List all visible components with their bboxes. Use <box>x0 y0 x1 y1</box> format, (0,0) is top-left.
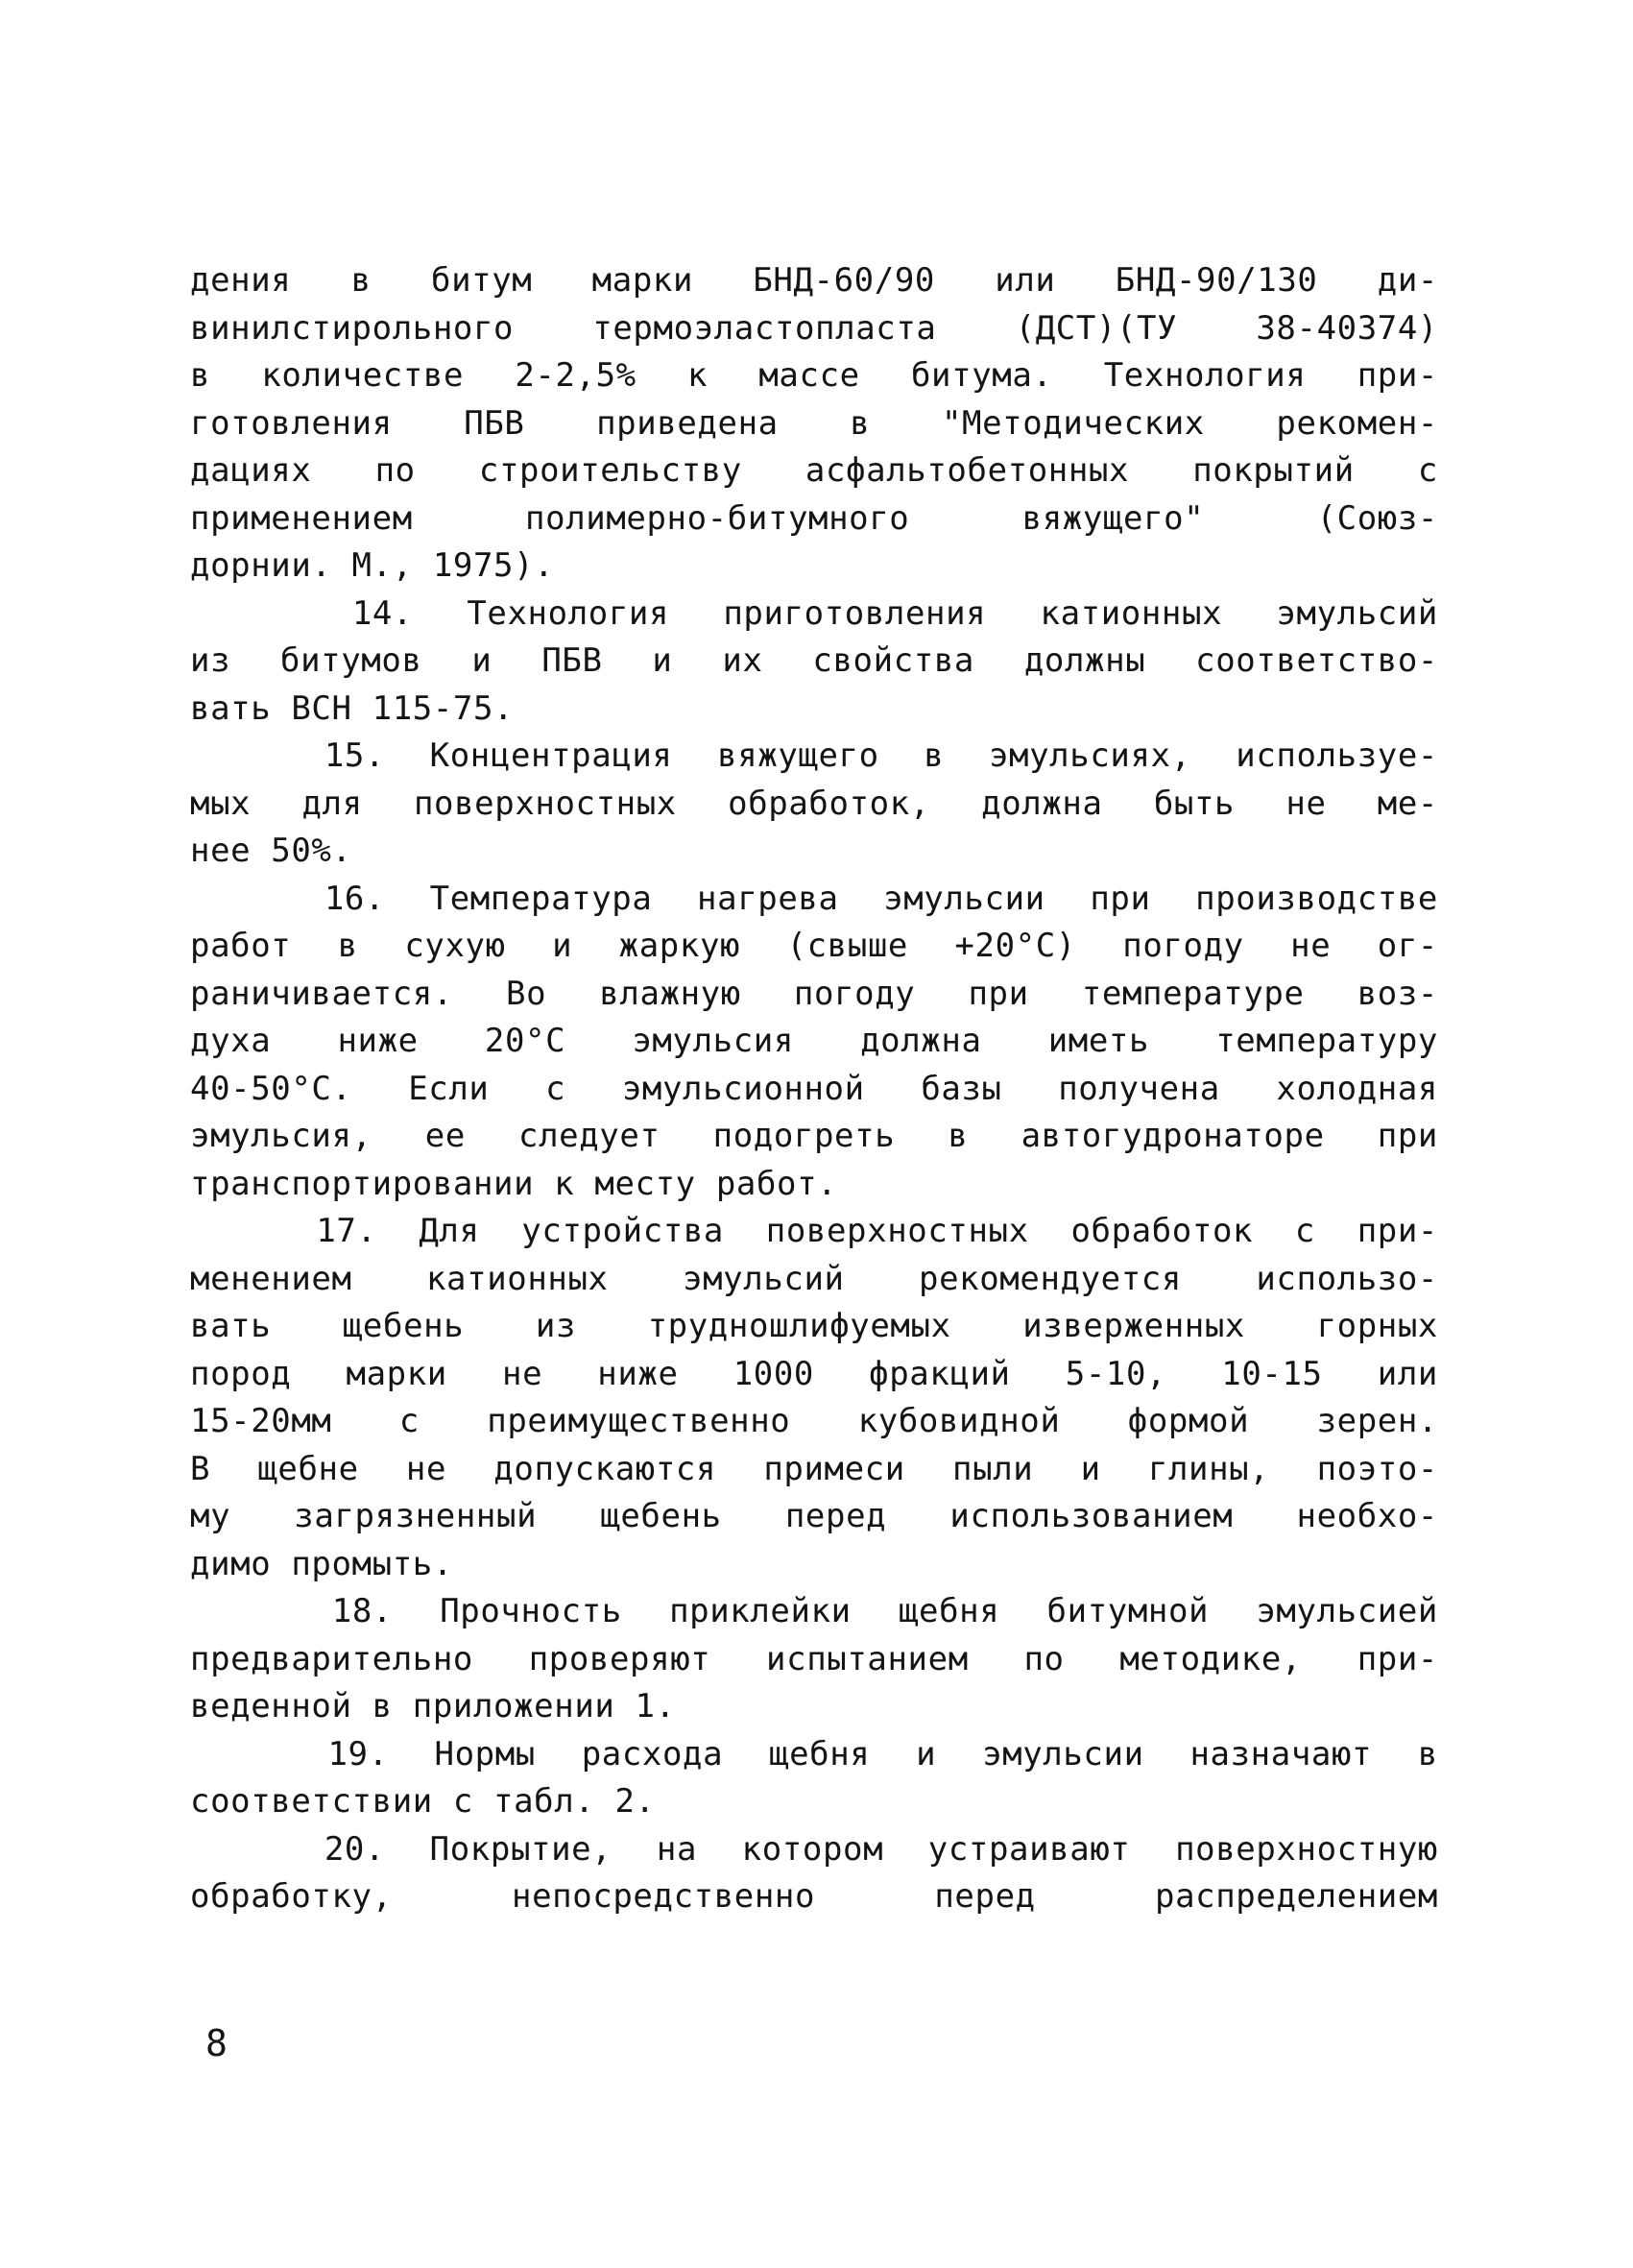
text-line: в количестве 2-2,5% к массе битума. Технология при- <box>190 356 1438 395</box>
paragraph-18 <box>190 1588 1438 1731</box>
page-number: 8 <box>205 2022 228 2064</box>
text-line: 18. Прочность приклейки щебня битумной эмульсией <box>190 1592 1438 1630</box>
text-line: предварительно проверяют испытанием по методике, при- <box>190 1639 1438 1678</box>
text-line: дорнии. М., 1975). <box>190 546 555 585</box>
paragraph-17 <box>190 1208 1438 1588</box>
text-line: димо промыть. <box>190 1544 453 1583</box>
text-line: мых для поверхностных обработок, должна быть не ме- <box>190 784 1438 823</box>
text-line: нее 50%. <box>190 832 352 870</box>
text-line: пород марки не ниже 1000 фракций 5-10, 10-15 или <box>190 1354 1438 1393</box>
paragraph-19 <box>190 1731 1438 1826</box>
text-line: раничивается. Во влажную погоду при температуре воз- <box>190 974 1438 1013</box>
text-line: менением катионных эмульсий рекомендуется использо- <box>190 1259 1438 1298</box>
paragraph-14 <box>190 591 1438 734</box>
paragraph-20 <box>190 1826 1438 1921</box>
text-line: эмульсия, ее следует подогреть в автогудронаторе при <box>190 1117 1438 1155</box>
text-line: 16. Температура нагрева эмульсии при производстве <box>190 879 1438 918</box>
text-line: 14. Технология приготовления катионных эмульсий <box>190 593 1438 633</box>
text-line: дациях по строительству асфальтобетонных покрытий с <box>190 451 1438 490</box>
text-line: 40-50°С. Если с эмульсионной базы получена холодная <box>190 1069 1438 1108</box>
text-line: В щебне не допускаются примеси пыли и глины, поэто- <box>190 1449 1438 1488</box>
text-line: 15-20мм с преимущественно кубовидной формой зерен. <box>190 1402 1438 1440</box>
text-line: из битумов и ПБВ и их свойства должны соответство- <box>190 641 1438 680</box>
text-line: дения в битум марки БНД-60/90 или БНД-90/130 ди- <box>190 261 1438 300</box>
text-line: транспортировании к месту работ. <box>190 1164 838 1203</box>
text-line: винилстирольного термоэластопласта (ДСТ)(ТУ 38-40374) <box>190 308 1438 348</box>
text-line: 15. Концентрация вяжущего в эмульсиях, используе- <box>190 736 1438 775</box>
text-line: обработку, непосредственно перед распределением <box>190 1877 1438 1916</box>
text-line: вать щебень из трудношлифуемых изверженных горных <box>190 1307 1438 1345</box>
text-line: духа ниже 20°С эмульсия должна иметь температуру <box>190 1022 1438 1060</box>
text-line: 20. Покрытие, на котором устраивают поверхностную <box>190 1829 1438 1869</box>
paragraph-continuation <box>190 257 1438 591</box>
text-line: соответствии с табл. 2. <box>190 1782 656 1821</box>
text-line: му загрязненный щебень перед использованием необхо- <box>190 1497 1438 1535</box>
text-line: 17. Для устройства поверхностных обработок с при- <box>190 1212 1438 1250</box>
text-line: работ в сухую и жаркую (свыше +20°С) погоду не ог- <box>190 927 1438 965</box>
body-text <box>190 257 1438 1921</box>
text-line: веденной в приложении 1. <box>190 1687 676 1725</box>
text-line: вать ВСН 115-75. <box>190 688 515 728</box>
text-line: применением полимерно-битумного вяжущего" (Союз- <box>190 498 1438 538</box>
text-line: готовления ПБВ приведена в "Методических рекомен- <box>190 403 1438 443</box>
paragraph-15 <box>190 733 1438 876</box>
paragraph-16 <box>190 876 1438 1209</box>
text-line: 19. Нормы расхода щебня и эмульсии назначают в <box>190 1734 1438 1773</box>
